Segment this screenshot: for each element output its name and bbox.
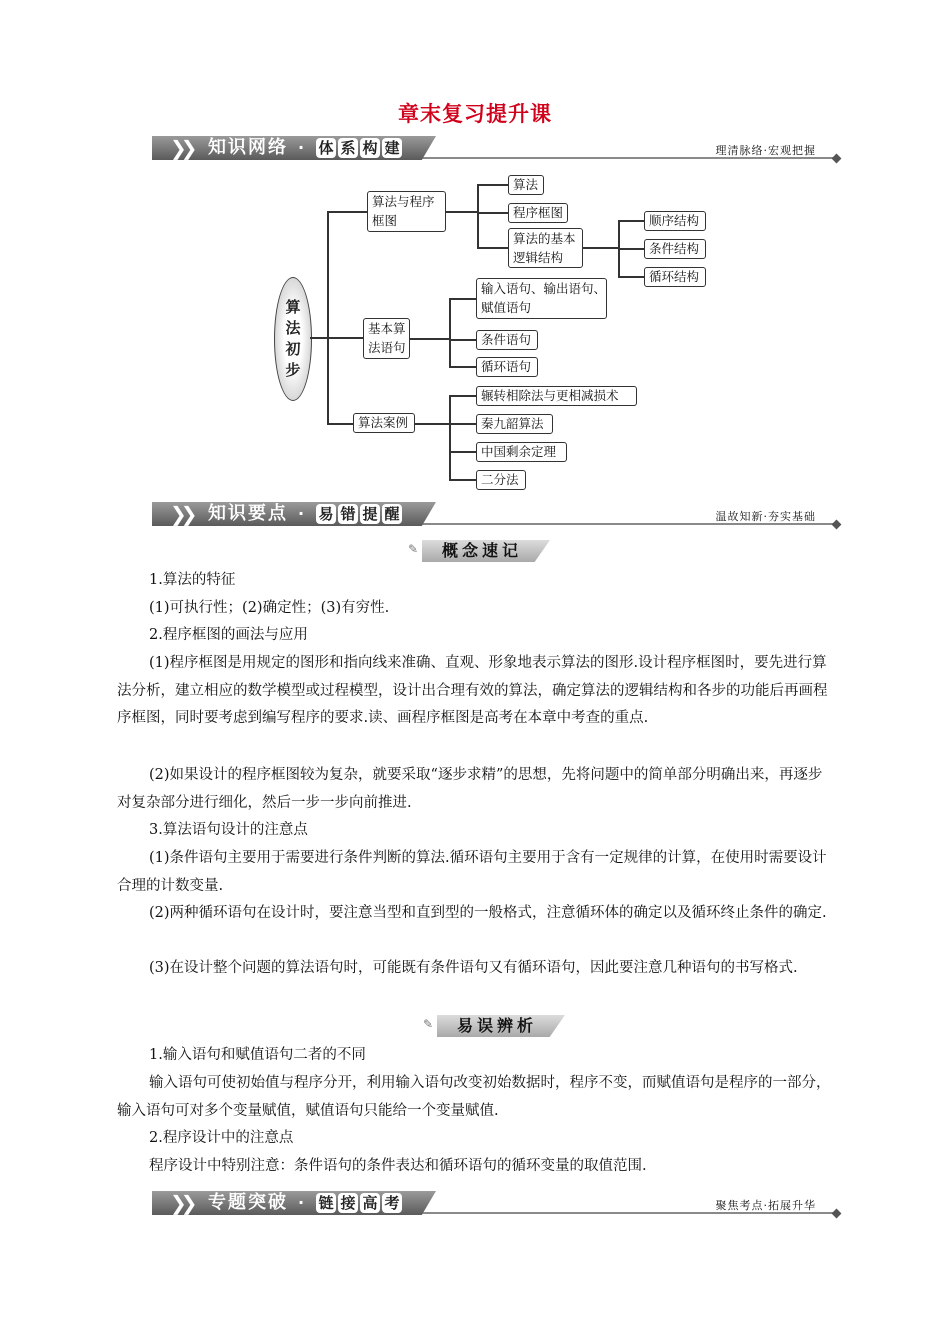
node-basic-statements: 基本算 法语句: [363, 318, 410, 359]
node-bisection: 二分法: [476, 470, 526, 490]
banner-title: 专题突破: [208, 1192, 288, 1213]
banner-title: 知识网络: [208, 137, 288, 158]
connector: [415, 423, 450, 425]
connector: [449, 366, 476, 368]
node-qin-jiushao: 秦九韶算法: [476, 414, 553, 434]
banner-dot: ·: [298, 504, 305, 523]
diamond-icon: [832, 154, 842, 164]
connector: [477, 184, 508, 186]
connector: [449, 451, 476, 453]
node-conditional-statement: 条件语句: [476, 330, 538, 350]
node-algorithm-cases: 算法案例: [353, 413, 415, 433]
connector: [477, 212, 508, 214]
double-chevron-icon: ❯❯: [170, 1191, 192, 1215]
connector: [449, 423, 476, 425]
connector: [449, 298, 451, 367]
banner-title: 知识要点: [208, 503, 288, 524]
node-euclid-subtraction: 辗转相除法与更相减损术: [476, 386, 637, 406]
section-banner-topic-breakthrough: [152, 1191, 840, 1217]
connector: [618, 248, 644, 250]
connector: [618, 220, 644, 222]
mistake-paragraph: 程序设计中特别注意：条件语句的条件表达和循环语句的循环变量的取值范围.: [149, 1158, 647, 1174]
connector: [327, 337, 363, 339]
mindmap-root: 算 法 初 步: [274, 277, 312, 401]
diamond-icon: [832, 1209, 842, 1219]
connector: [449, 479, 476, 481]
connector: [327, 423, 353, 425]
double-chevron-icon: ❯❯: [170, 502, 192, 526]
node-basic-logic-structure: 算法的基本 逻辑结构: [508, 228, 583, 268]
connector: [410, 338, 450, 340]
pen-icon: ✎: [423, 1017, 434, 1031]
node-sequence-structure: 顺序结构: [644, 211, 706, 231]
banner-right-caption: 温故知新·夯实基础: [715, 510, 816, 523]
node-flowchart: 程序框图: [508, 203, 568, 223]
banner-right-caption: 理清脉络·宏观把握: [715, 144, 816, 157]
concept-paragraph: (3)在设计整个问题的算法语句时，可能既有条件语句又有循环语句，因此要注意几种语句的书写格式.: [149, 960, 798, 976]
concept-paragraph: (2)如果设计的程序框图较为复杂，就要采取“逐步求精”的思想，先将问题中的简单部分明确出来，再逐步对复杂部分进行细化，然后一步一步向前推进.: [117, 767, 823, 811]
connector: [449, 298, 476, 300]
concept-paragraph: (1)程序框图是用规定的图形和指向线来准确、直观、形象地表示算法的图形.设计程序框图时，要先进行算法分析，建立相应的数学模型或过程模型，设计出合理有效的算法，确定算法的逻辑结构和各步的功能后再画程序框图，同时要考虑到编写程序的要求.读、画程序框图是高考在本章中考查的重点.: [117, 655, 828, 726]
node-loop-statement: 循环语句: [476, 357, 538, 377]
node-chinese-remainder: 中国剩余定理: [476, 442, 567, 462]
connector: [477, 184, 479, 248]
mistake-heading-2: 2.程序设计中的注意点: [149, 1130, 294, 1146]
section-banner-knowledge-network: [152, 136, 840, 162]
banner-subtitle: 链 接 高 考: [316, 1193, 402, 1213]
connector: [310, 337, 328, 339]
node-algorithm: 算法: [508, 175, 544, 195]
concept-line: (1)可执行性；(2)确定性；(3)有穷性.: [149, 600, 390, 616]
concept-heading-3: 3.算法语句设计的注意点: [149, 822, 308, 838]
mistake-paragraph: 输入语句可使初始值与程序分开，利用输入语句改变初始数据时，程序不变，而赋值语句是程序的一部分，输入语句可对多个变量赋值，赋值语句只能给一个变量赋值.: [117, 1075, 831, 1119]
subsection-tag-mistakes: ✎ 易误辨析: [423, 1015, 568, 1037]
banner-subtitle: 易 错 提 醒: [316, 504, 402, 524]
connector: [446, 211, 478, 213]
mistake-heading-1: 1.输入语句和赋值语句二者的不同: [149, 1047, 366, 1063]
node-io-assignment: 输入语句、输出语句、 赋值语句: [476, 278, 607, 319]
subsection-tag-concepts: ✎ 概念速记: [408, 540, 553, 562]
pen-icon: ✎: [408, 542, 419, 556]
concept-paragraph: (2)两种循环语句在设计时，要注意当型和直到型的一般格式，注意循环体的确定以及循环终止条件的确定.: [149, 905, 827, 921]
connector: [618, 276, 644, 278]
node-loop-structure: 循环结构: [644, 267, 706, 287]
section-banner-knowledge-points: [152, 502, 840, 528]
banner-right-caption: 聚焦考点·拓展升华: [715, 1199, 816, 1212]
diamond-icon: [832, 520, 842, 530]
double-chevron-icon: ❯❯: [170, 136, 192, 160]
banner-subtitle: 体 系 构 建: [316, 138, 402, 158]
connector: [327, 211, 367, 213]
page-title: 章末复习提升课: [398, 102, 552, 126]
connector: [583, 247, 619, 249]
connector: [449, 395, 451, 479]
banner-dot: ·: [298, 138, 305, 157]
concept-paragraph: (1)条件语句主要用于需要进行条件判断的算法.循环语句主要用于含有一定规律的计算，在使用时需要设计合理的计数变量.: [117, 850, 827, 894]
node-conditional-structure: 条件结构: [644, 239, 706, 259]
connector: [449, 339, 476, 341]
node-algorithm-and-flowchart: 算法与程序 框图: [367, 191, 446, 232]
concept-heading-1: 1.算法的特征: [149, 572, 236, 588]
connector: [449, 395, 476, 397]
connector: [327, 211, 329, 424]
connector: [477, 247, 508, 249]
banner-dot: ·: [298, 1193, 305, 1212]
concept-heading-2: 2.程序框图的画法与应用: [149, 627, 308, 643]
